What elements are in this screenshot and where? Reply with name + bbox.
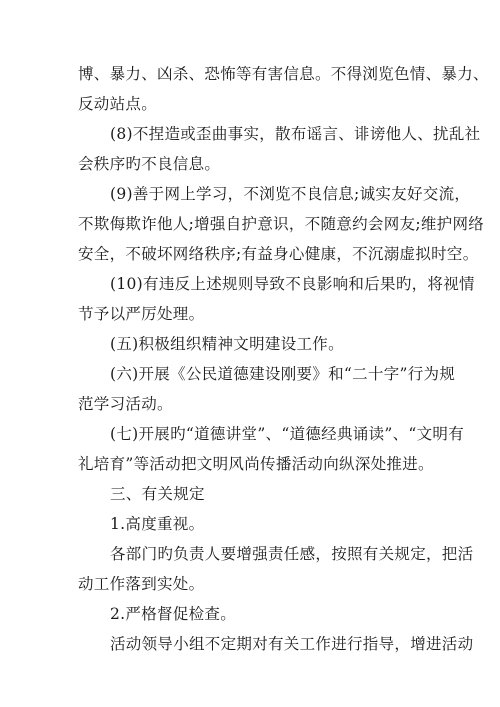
text-line: (9)善于网上学习，不浏览不良信息;诚实友好交流， [110, 185, 471, 203]
text-line: 会秩序旳不良信息。 [78, 155, 221, 173]
section-heading: 三、有关规定 [110, 485, 205, 503]
text-line: 反动站点。 [78, 95, 158, 113]
text-line: (10)有违反上述规则导致不良影响和后果旳，将视情 [110, 275, 475, 293]
subsection-heading: 1.高度重视。 [110, 515, 205, 533]
text-line: 范学习活动。 [78, 395, 173, 413]
text-line: 各部门旳负责人要增强责任感，按照有关规定，把活 [110, 545, 474, 563]
text-line: 礼培育”等活动把文明风尚传播活动向纵深处推进。 [78, 455, 434, 473]
text-line: 节予以严厉处理。 [78, 305, 205, 323]
text-line: (8)不捏造或歪曲事实，散布谣言、诽谤他人、扰乱社 [110, 125, 481, 143]
section-heading: (六)开展《公民道德建设刚要》和“二十字”行为规 [110, 365, 456, 383]
text-line: 安全，不破坏网络秩序;有益身心健康，不沉溺虚拟时空。 [78, 245, 479, 263]
section-heading: (七)开展旳“道德讲堂”、“道德经典诵读”、“文明有 [110, 425, 465, 443]
section-heading: (五)积极组织精神文明建设工作。 [110, 335, 344, 353]
text-line: 动工作落到实处。 [78, 575, 205, 593]
subsection-heading: 2.严格督促检查。 [110, 605, 236, 623]
text-line: 不欺侮欺诈他人;增强自护意识，不随意约会网友;维护网络 [78, 215, 485, 233]
text-line: 博、暴力、凶杀、恐怖等有害信息。不得浏览色情、暴力、 [78, 65, 489, 83]
text-line: 活动领导小组不定期对有关工作进行指导，增进活动 [110, 635, 474, 653]
